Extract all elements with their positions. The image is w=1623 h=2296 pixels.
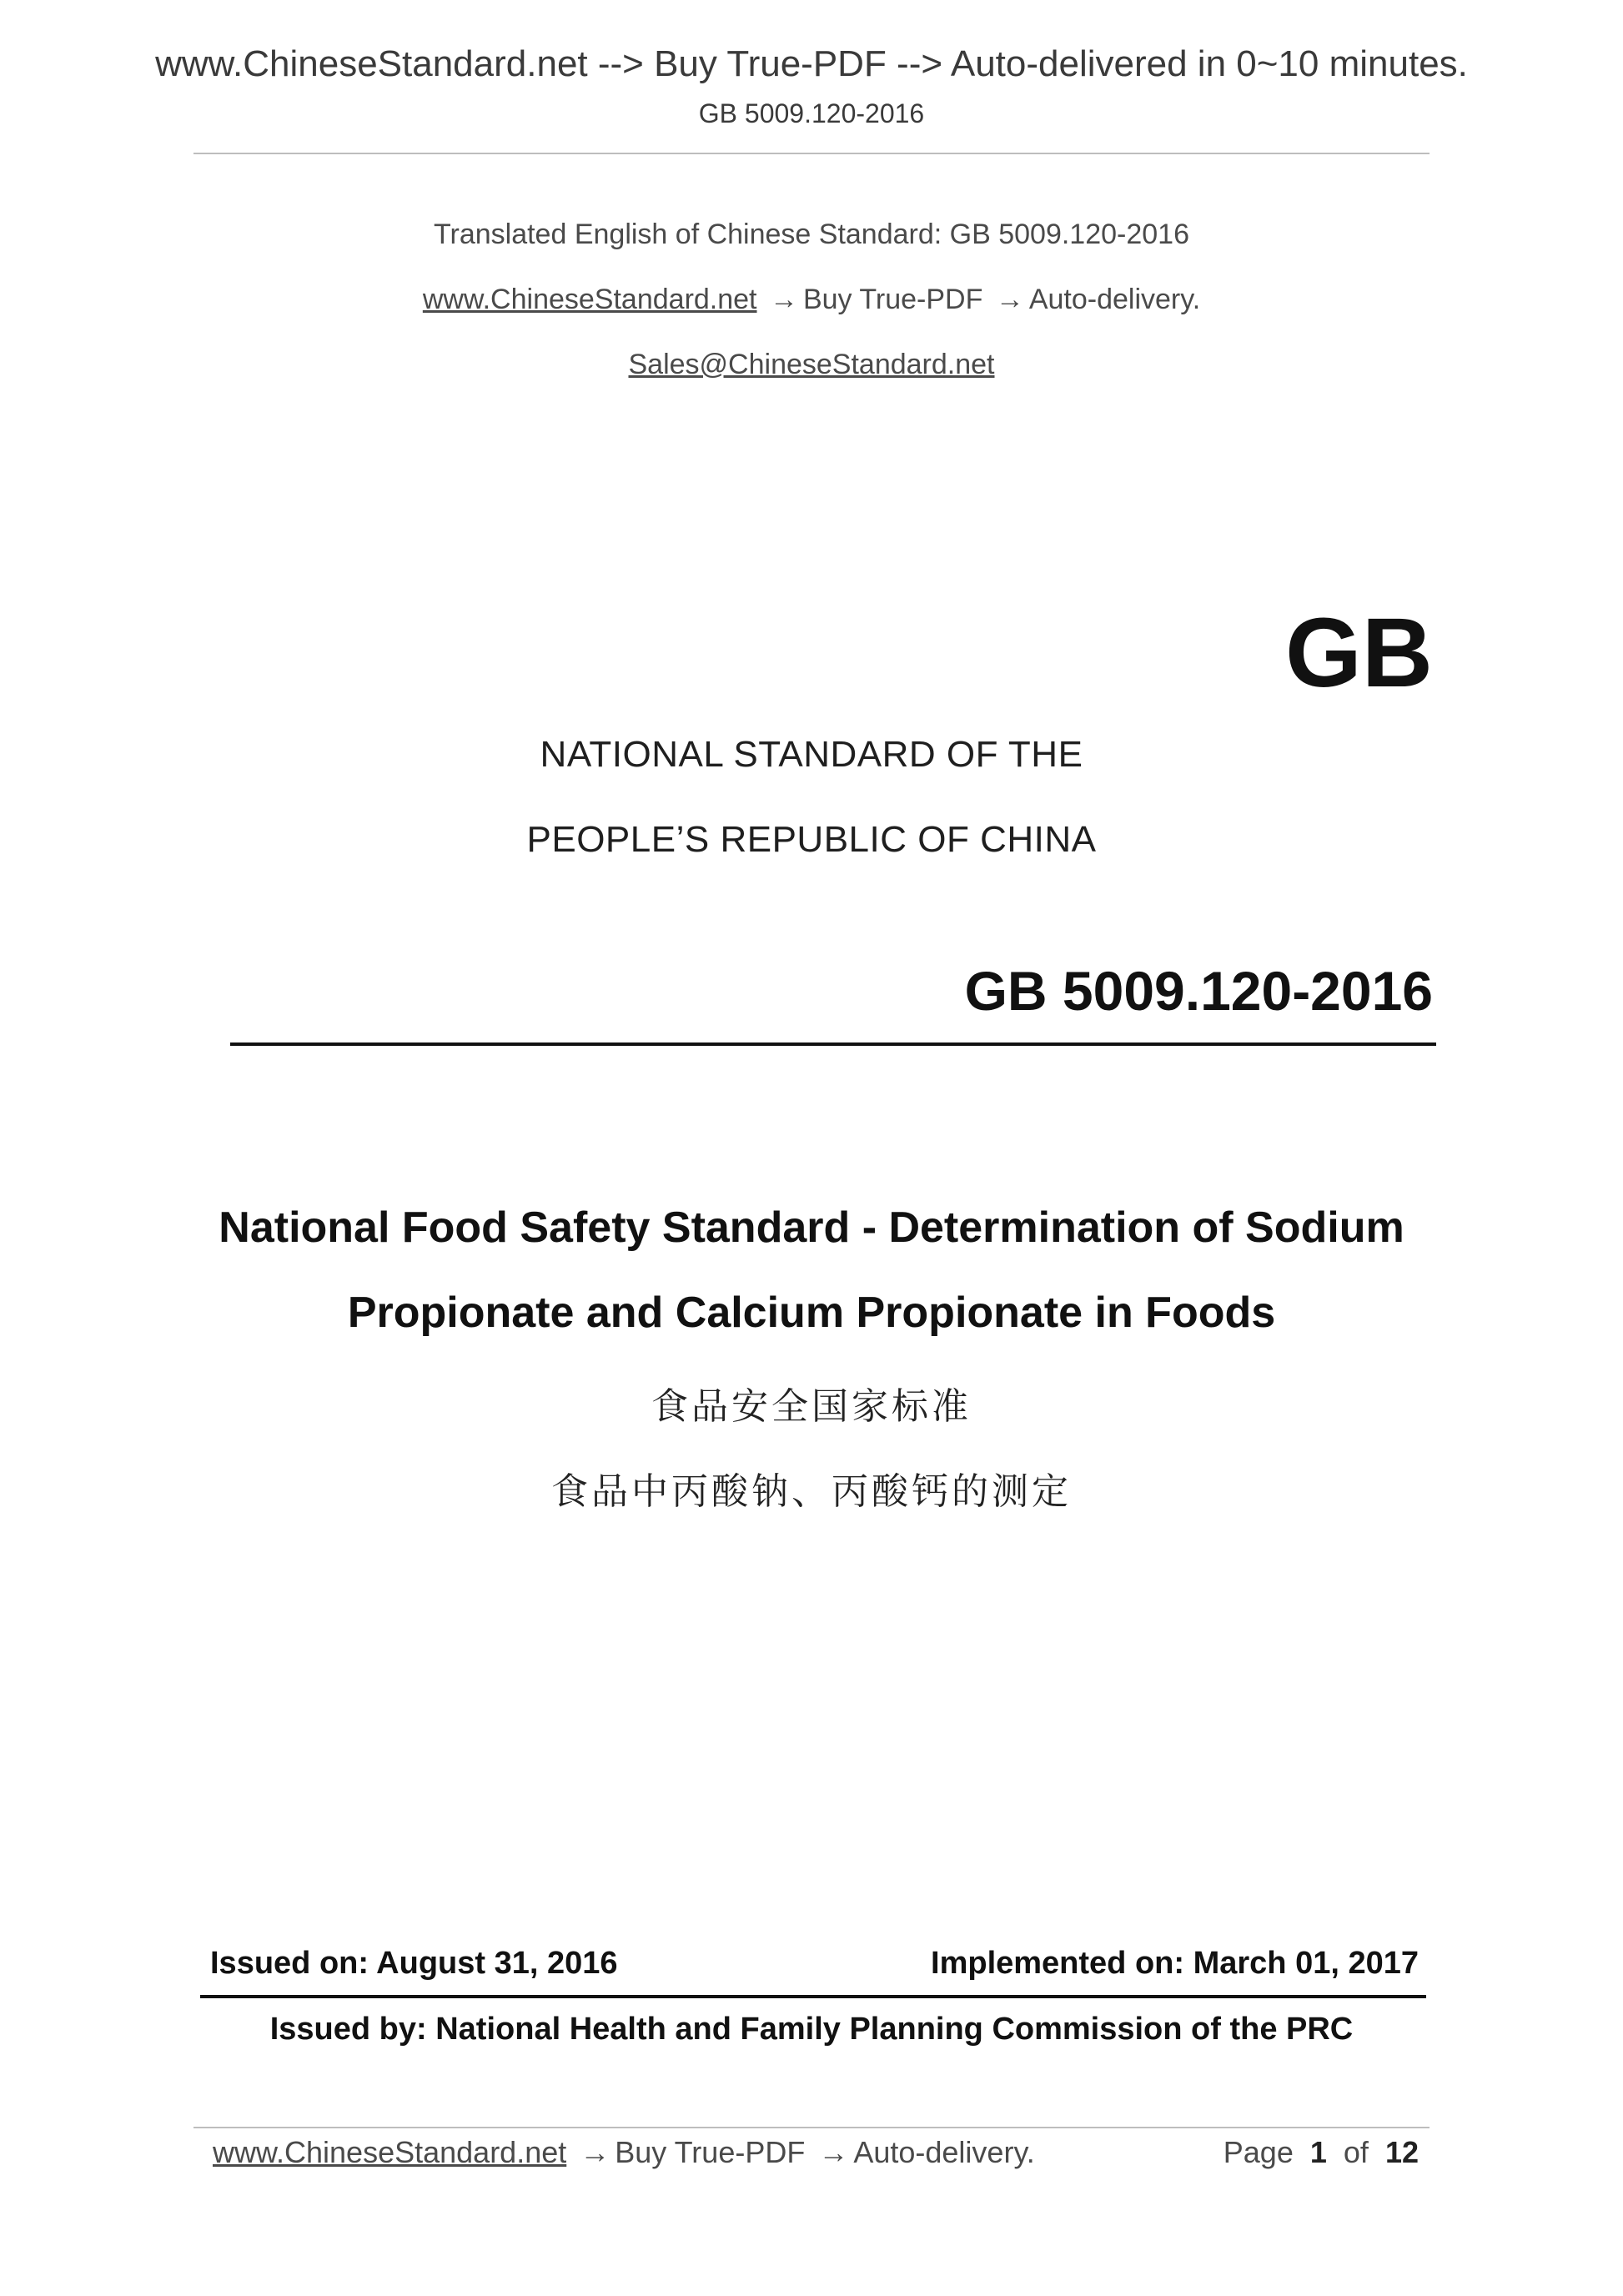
of-label: of xyxy=(1343,2135,1369,2169)
standard-code-title: GB 5009.120-2016 xyxy=(964,960,1433,1022)
footer-buy-text: Buy True-PDF xyxy=(615,2135,806,2169)
footer-site-link[interactable]: www.ChineseStandard.net xyxy=(213,2135,567,2169)
chinese-title-line2: 食品中丙酸钠、丙酸钙的测定 xyxy=(551,1470,1072,1513)
gb-mark: GB xyxy=(1285,598,1433,708)
header-divider xyxy=(193,153,1430,154)
arrow-right-icon: → xyxy=(769,284,798,315)
english-title-line2: Propionate and Calcium Propionate in Foods xyxy=(347,1289,1276,1337)
page-total: 12 xyxy=(1384,2135,1419,2169)
title-divider xyxy=(230,1042,1436,1046)
email-link[interactable]: Sales@ChineseStandard.net xyxy=(628,349,995,380)
header-standard-code: GB 5009.120-2016 xyxy=(698,98,925,128)
translated-line: Translated English of Chinese Standard: GB 5009.120-2016 xyxy=(434,219,1189,250)
issued-by: Issued by: National Health and Family Planning Commission of the PRC xyxy=(269,2012,1354,2047)
arrow-right-icon: → xyxy=(818,2135,849,2169)
english-title-line1: National Food Safety Standard - Determination of Sodium xyxy=(219,1203,1404,1252)
page-current: 1 xyxy=(1309,2135,1327,2169)
issued-on: Issued on: August 31, 2016 xyxy=(210,1946,618,1981)
national-standard-line1: NATIONAL STANDARD OF THE xyxy=(540,734,1083,775)
page-label: Page xyxy=(1223,2135,1294,2169)
chinese-title-line1: 食品安全国家标准 xyxy=(651,1385,972,1428)
page-indicator xyxy=(1224,2135,1419,2170)
email-line xyxy=(0,349,1623,381)
delivery-text: Auto-delivery. xyxy=(1028,284,1201,315)
issue-divider xyxy=(200,1995,1426,1998)
site-link[interactable]: www.ChineseStandard.net xyxy=(422,284,757,315)
arrow-right-icon: → xyxy=(580,2135,611,2169)
delivery-line xyxy=(0,284,1623,316)
footer-divider xyxy=(193,2127,1430,2128)
footer-delivery-line xyxy=(213,2135,1035,2170)
header-banner: www.ChineseStandard.net --> Buy True-PDF --> Auto-delivered in 0~10 minutes. xyxy=(155,43,1468,84)
arrow-right-icon: → xyxy=(995,284,1024,315)
footer-delivery-text: Auto-delivery. xyxy=(853,2135,1035,2169)
implemented-on: Implemented on: March 01, 2017 xyxy=(931,1946,1419,1981)
national-standard-line2: PEOPLE’S REPUBLIC OF CHINA xyxy=(526,819,1097,860)
buy-text: Buy True-PDF xyxy=(802,284,983,315)
